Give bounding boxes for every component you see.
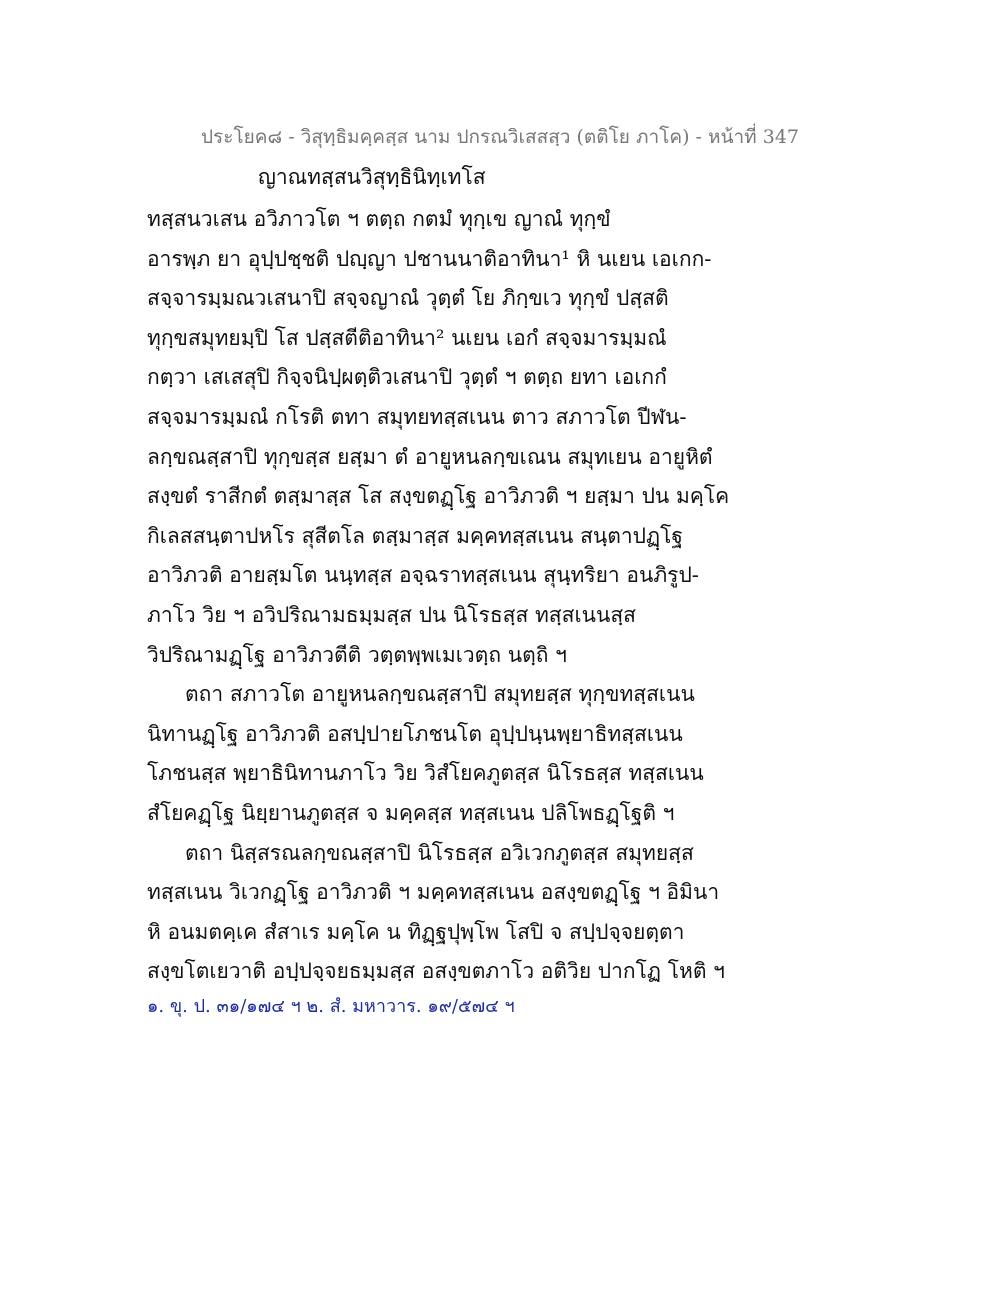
text-line: สงฺขโตเยวาติ อปฺปจฺจยธมฺมสฺส อสงฺขตภาโว อติวิย ปากโฏ โหติ ฯ [147, 959, 725, 984]
text-line: ภาโว วิย ฯ อวิปริณามธมฺมสฺส ปน นิโรธสฺส ทสฺสเนนสฺส [147, 602, 636, 627]
paragraph-start-line: ตถา นิสฺสรณลกฺขณสฺสาปิ นิโรธสฺส อวิเวกภูตสฺส สมุทยสฺส [185, 840, 694, 865]
page-header: ประโยค๘ - วิสุทฺธิมคฺคสฺส นาม ปกรณวิเสสสฺว (ตติโย ภาโค) - หน้าที่ 347 [200, 126, 800, 148]
text-line: อารพฺภ ยา อุปฺปชฺชติ ปญฺญา ปชานนาติอาทินา¹ หิ นเยน เอเกก- [147, 246, 712, 271]
text-line: ทุกฺขสมุทยมฺปิ โส ปสฺสตีติอาทินา² นเยน เอกํ สจฺจมารมฺมณํ [147, 325, 667, 350]
section-title: ญาณทสฺสนวิสุทฺธินิทฺเทโส [258, 165, 486, 189]
text-line: อาวิภวติ อายสฺมโต นนฺทสฺส อจฺฉราทสฺสเนน สุนฺทริยา อนภิรูป- [147, 563, 699, 588]
text-line: กิเลสสนฺตาปหโร สุสีตโล ตสฺมาสฺส มคฺคทสฺสเนน สนฺตาปฏฺโฐ [147, 523, 683, 548]
text-line: สงฺขตํ ราสีกตํ ตสฺมาสฺส โส สงฺขตฏฺโฐ อาวิภวติ ฯ ยสฺมา ปน มคฺโค [147, 484, 730, 509]
text-line: วิปริณามฏฺโฐ อาวิภวตีติ วตฺตพฺพเมเวตฺถ นตฺถิ ฯ [147, 642, 567, 667]
footnote: ๑. ขุ. ป. ๓๑/๑๗๔ ฯ ๒. สํ. มหาวาร. ๑๙/๕๗๔ ฯ [147, 996, 515, 1017]
body-text [147, 200, 730, 992]
text-line: ลกฺขณสฺสาปิ ทุกฺขสฺส ยสฺมา ตํ อายูหนลกฺขเณน สมุทเยน อายูหิตํ [147, 444, 713, 469]
text-line: ทสฺสเนน วิเวกฏฺโฐ อาวิภวติ ฯ มคฺคทสฺสเนน อสงฺขตฏฺโฐ ฯ อิมินา [147, 880, 720, 905]
text-line: หิ อนมตคฺเค สํสาเร มคฺโค น ทิฏฺฐปุพฺโพ โสปิ จ สปฺปจฺจยตฺตา [147, 919, 685, 944]
text-line: สจฺจมารมฺมณํ กโรติ ตทา สมุทยทสฺสเนน ตาว สภาวโต ปีฬน- [147, 404, 687, 429]
text-line: สจฺจารมฺมณวเสนาปิ สจฺจญาณํ วุตฺตํ โย ภิกฺขเว ทุกฺขํ ปสฺสติ [147, 286, 669, 311]
paragraph-start-line: ตถา สภาวโต อายูหนลกฺขณสฺสาปิ สมุทยสฺส ทุกฺขทสฺสเนน [185, 682, 695, 707]
text-line: กตฺวา เสเสสุปิ กิจฺจนิปฺผตฺติวเสนาปิ วุตฺตํ ฯ ตตฺถ ยทา เอเกกํ [147, 365, 667, 390]
text-line: นิทานฏฺโฐ อาวิภวติ อสปฺปายโภชนโต อุปฺปนฺนพฺยาธิทสฺสเนน [147, 721, 683, 746]
text-line: โภชนสฺส พฺยาธินิทานภาโว วิย วิสํโยคภูตสฺส นิโรธสฺส ทสฺสเนน [147, 761, 704, 786]
text-line: สํโยคฏฺโฐ นิยฺยานภูตสฺส จ มคฺคสฺส ทสฺสเนน ปลิโพธฏฺโฐติ ฯ [147, 800, 675, 825]
text-line: ทสฺสนวเสน อวิภาวโต ฯ ตตฺถ กตมํ ทุกฺเข ญาณํ ทุกฺขํ [147, 207, 611, 231]
